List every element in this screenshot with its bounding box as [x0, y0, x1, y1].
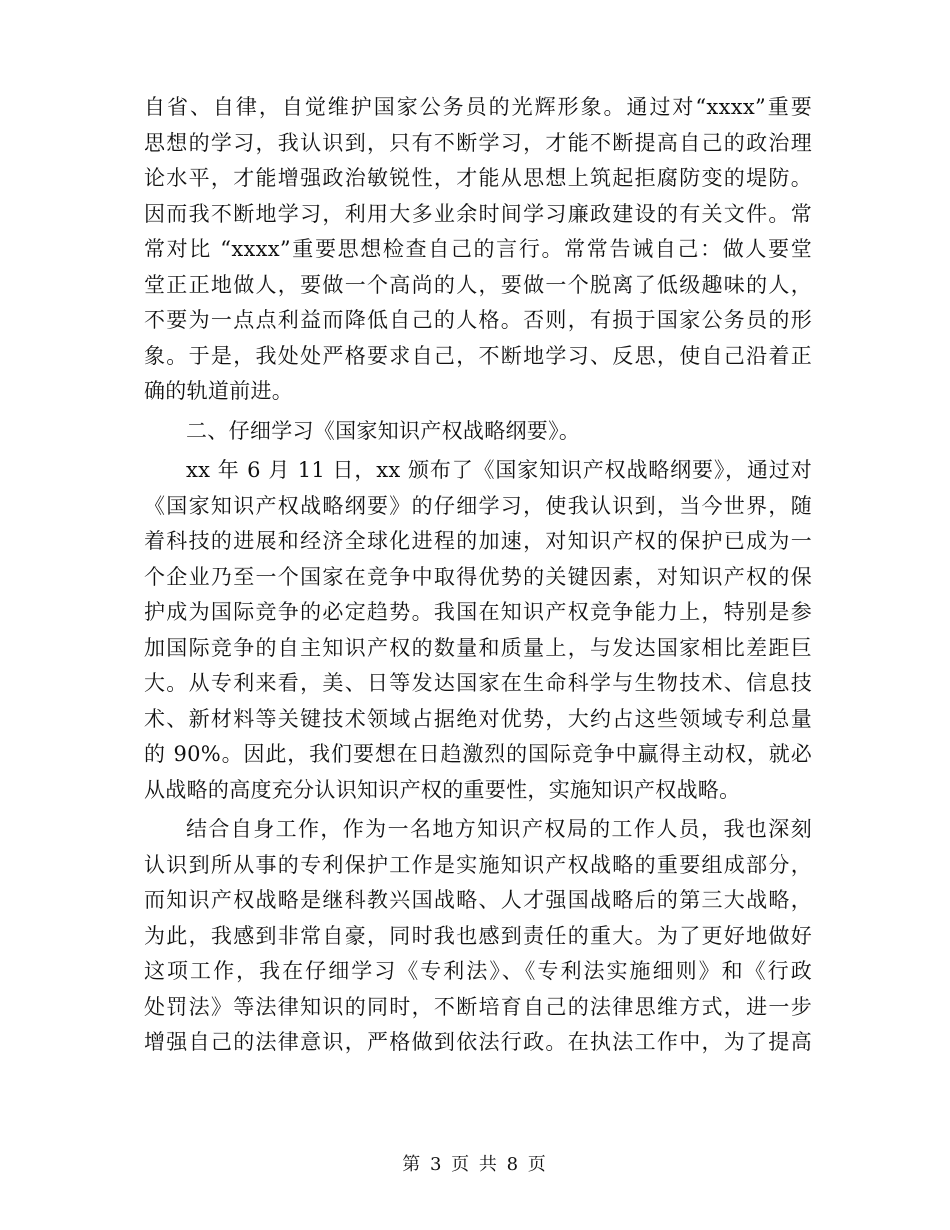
text-line: 《国家知识产权战略纲要》的仔细学习，使我认识到，当今世界，随 [144, 493, 812, 518]
text-line: 着科技的进展和经济全球化进程的加速，对知识产权的保护已成为一 [144, 529, 812, 553]
text-line: xx 年 6 月 11 日，xx 颁布了《国家知识产权战略纲要》，通过对 [186, 458, 812, 482]
document-body [144, 90, 812, 1061]
text-line: 象。于是，我处处严格要求自己，不断地学习、反思，使自己沿着正 [144, 343, 812, 368]
section-heading [144, 414, 812, 450]
paragraph [144, 453, 812, 808]
text-line: 堂正正地做人，要做一个高尚的人，要做一个脱离了低级趣味的人， [144, 272, 812, 297]
paragraph [144, 90, 812, 410]
text-line: 因而我不断地学习，利用大多业余时间学习廉政建设的有关文件。常 [144, 201, 812, 226]
text-line: 为此，我感到非常自豪，同时我也感到责任的重大。为了更好地做好 [144, 923, 812, 948]
text-line: 自省、自律，自觉维护国家公务员的光辉形象。通过对“xxxx”重要 [144, 95, 812, 119]
paragraph [144, 812, 812, 1061]
text-line: 个企业乃至一个国家在竞争中取得优势的关键因素，对知识产权的保 [144, 564, 812, 589]
text-line: 的 90%。因此，我们要想在日趋激烈的国际竞争中赢得主动权，就必 [144, 742, 812, 766]
text-line: 从战略的高度充分认识知识产权的重要性，实施知识产权战略。 [144, 777, 741, 802]
text-line: 论水平，才能增强政治敏锐性，才能从思想上筑起拒腐防变的堤防。 [144, 166, 812, 190]
heading-line: 二、仔细学习《国家知识产权战略纲要》。 [186, 418, 581, 443]
text-line: 结合自身工作，作为一名地方知识产权局的工作人员，我也深刻 [186, 817, 812, 841]
page-number: 第 3 页 共 8 页 [402, 1154, 548, 1175]
text-line: 增强自己的法律意识，严格做到依法行政。在执法工作中，为了提高 [144, 1030, 812, 1054]
text-line: 护成为国际竞争的必定趋势。我国在知识产权竞争能力上，特别是参 [144, 600, 812, 624]
text-line: 术、新材料等关键技术领域占据绝对优势，大约占这些领域专利总量 [144, 706, 812, 731]
text-line: 不要为一点点利益而降低自己的人格。否则，有损于国家公务员的形 [144, 308, 812, 332]
text-line: 大。从专利来看，美、日等发达国家在生命科学与生物技术、信息技 [144, 671, 812, 695]
text-line: 加国际竞争的自主知识产权的数量和质量上，与发达国家相比差距巨 [144, 635, 812, 660]
text-line: 这项工作，我在仔细学习《专利法》、《专利法实施细则》和《行政 [144, 959, 812, 983]
text-line: 而知识产权战略是继科教兴国战略、人才强国战略后的第三大战略， [144, 888, 812, 912]
text-line: 常对比 “xxxx”重要思想检查自己的言行。常常告诫自己：做人要堂 [144, 237, 812, 261]
text-line: 处罚法》等法律知识的同时，不断培育自己的法律思维方式，进一步 [144, 994, 812, 1019]
text-line: 确的轨道前进。 [144, 379, 294, 403]
text-line: 思想的学习，我认识到，只有不断学习，才能不断提高自己的政治理 [144, 130, 812, 155]
text-line: 认识到所从事的专利保护工作是实施知识产权战略的重要组成部分， [144, 852, 812, 877]
